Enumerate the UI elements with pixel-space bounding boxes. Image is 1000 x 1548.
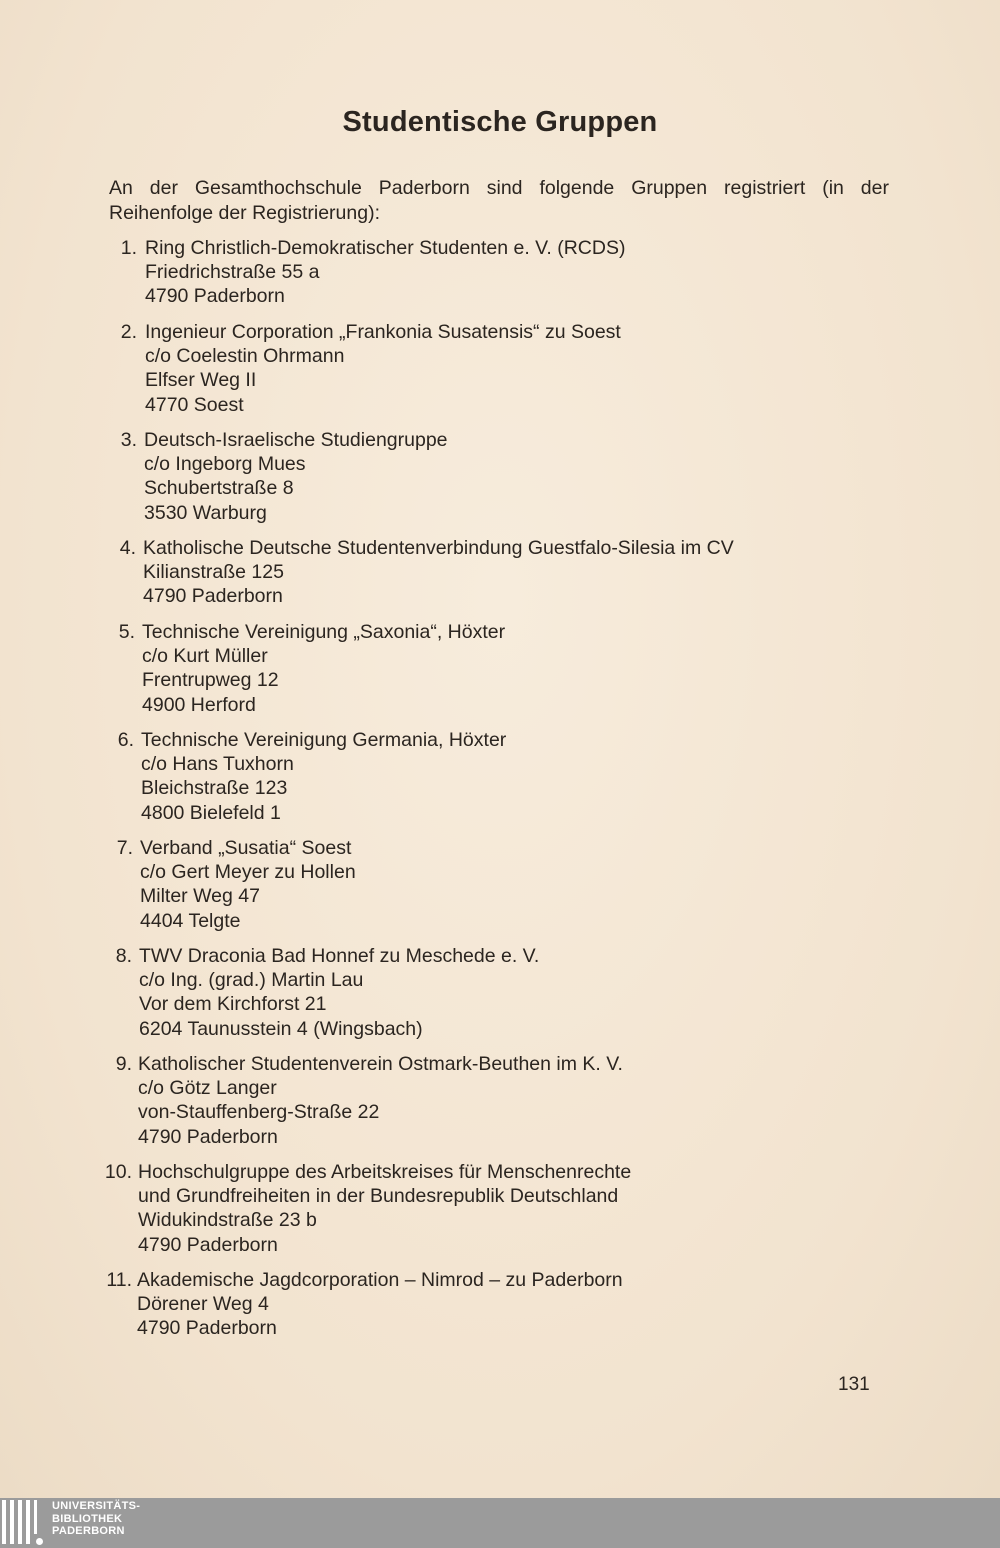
intro-paragraph: An der Gesamthochschule Paderborn sind folgende Gruppen registriert (in der Reihenfolge der Registrierung):	[109, 177, 889, 224]
list-item-number: 11.	[106, 1269, 132, 1291]
address-line: 4790 Paderborn	[138, 1125, 278, 1148]
group-name: TWV Draconia Bad Honnef zu Meschede e. V.	[139, 945, 540, 967]
address-line: 4900 Herford	[142, 693, 256, 716]
list-item-text	[145, 320, 621, 417]
address-line: c/o Götz Langer	[138, 1077, 277, 1100]
group-name: Deutsch-Israelische Studiengruppe	[144, 429, 448, 451]
group-name: Ingenieur Corporation „Frankonia Susatensis“ zu Soest	[145, 321, 621, 343]
list-item-text	[145, 236, 625, 309]
address-line: Bleichstraße 123	[141, 777, 288, 800]
list-item-number: 1.	[120, 237, 137, 259]
list-item-number: 10.	[104, 1161, 132, 1183]
list-item-text	[141, 728, 506, 825]
group-name: Hochschulgruppe des Arbeitskreises für Menschenrechte	[138, 1161, 632, 1183]
group-name: Akademische Jagdcorporation – Nimrod – zu Paderborn	[137, 1269, 623, 1291]
address-line: Elfser Weg II	[145, 369, 257, 392]
list-item-text	[138, 1160, 631, 1257]
address-line: c/o Coelestin Ohrmann	[145, 345, 345, 368]
address-line: Dörener Weg 4	[137, 1293, 269, 1316]
address-line: Vor dem Kirchforst 21	[139, 993, 327, 1016]
address-line: 4790 Paderborn	[143, 585, 283, 608]
group-name: Verband „Susatia“ Soest	[140, 837, 352, 859]
list-item-text	[144, 428, 448, 525]
list-item-number: 5.	[118, 621, 135, 643]
library-name-line: BIBLIOTHEK	[52, 1512, 123, 1525]
address-line: 4790 Paderborn	[137, 1317, 277, 1340]
address-line: von-Stauffenberg-Straße 22	[138, 1101, 380, 1124]
list-item-text	[140, 836, 356, 933]
address-line: und Grundfreiheiten in der Bundesrepublik Deutschland	[138, 1185, 619, 1208]
address-line: 4790 Paderborn	[138, 1233, 278, 1256]
group-name: Ring Christlich-Demokratischer Studenten e. V. (RCDS)	[145, 237, 626, 259]
list-item-number: 6.	[117, 729, 134, 751]
address-line: 3530 Warburg	[144, 501, 267, 524]
address-line: c/o Gert Meyer zu Hollen	[140, 861, 356, 884]
list-item-text	[143, 536, 734, 609]
list-item-text	[139, 944, 539, 1041]
address-line: 4770 Soest	[145, 393, 244, 416]
list-item-number: 3.	[120, 429, 137, 451]
address-line: Friedrichstraße 55 a	[145, 261, 320, 284]
list-item-number: 9.	[115, 1053, 132, 1075]
list-item-text	[138, 1052, 623, 1149]
list-item-number: 7.	[116, 837, 133, 859]
address-line: Milter Weg 47	[140, 885, 260, 908]
list-item-number: 4.	[119, 537, 136, 559]
group-name: Technische Vereinigung „Saxonia“, Höxter	[142, 621, 506, 643]
address-line: Kilianstraße 125	[143, 561, 284, 584]
library-name	[52, 1500, 140, 1538]
address-line: c/o Kurt Müller	[142, 645, 268, 668]
library-footer	[0, 1498, 1000, 1548]
address-line: Schubertstraße 8	[144, 477, 294, 500]
list-item-number: 8.	[115, 945, 132, 967]
page-number: 131	[838, 1374, 870, 1395]
address-line: c/o Ingeborg Mues	[144, 453, 306, 476]
library-name-line: PADERBORN	[52, 1525, 125, 1537]
page-title: Studentische Gruppen	[342, 106, 658, 138]
address-line: 6204 Taunusstein 4 (Wingsbach)	[139, 1017, 423, 1040]
list-item-number: 2.	[120, 321, 137, 343]
library-name-line: UNIVERSITÄTS-	[52, 1500, 141, 1512]
address-line: c/o Ing. (grad.) Martin Lau	[139, 969, 364, 992]
university-library-logo-icon	[0, 1500, 46, 1546]
group-name: Technische Vereinigung Germania, Höxter	[141, 729, 507, 751]
address-line: c/o Hans Tuxhorn	[141, 753, 294, 776]
list-item-text	[142, 620, 505, 717]
group-name: Katholischer Studentenverein Ostmark-Beuthen im K. V.	[138, 1053, 623, 1075]
list-item-text	[137, 1268, 623, 1341]
address-line: 4790 Paderborn	[145, 285, 285, 308]
address-line: 4404 Telgte	[140, 909, 241, 932]
address-line: Frentrupweg 12	[142, 669, 279, 692]
address-line: 4800 Bielefeld 1	[141, 801, 281, 824]
group-name: Katholische Deutsche Studentenverbindung Guestfalo-Silesia im CV	[143, 537, 734, 559]
address-line: Widukindstraße 23 b	[138, 1209, 317, 1232]
